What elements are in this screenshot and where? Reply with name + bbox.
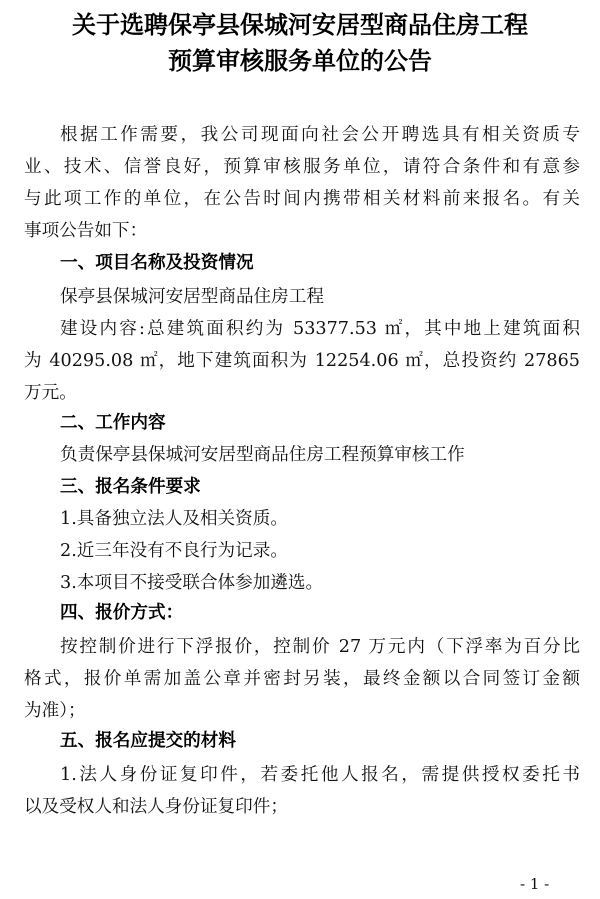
section-line: 建设内容:总建筑面积约为 53377.53 ㎡，其中地上建筑面积: [60, 319, 580, 339]
section-line: 万元。: [24, 383, 77, 403]
intro-line: 与此项工作的单位，在公告时间内携带相关材料前来报名。有关: [24, 189, 580, 209]
section-line: 以及受权人和法人身份证复印件；: [24, 797, 288, 817]
document-title-line-2: 预算审核服务单位的公告: [168, 47, 432, 75]
intro-line: 业、技术、信誉良好，预算审核服务单位，请符合条件和有意参: [24, 157, 580, 177]
section-line: 2.近三年没有不良行为记录。: [60, 541, 288, 561]
section-line: 格式，报价单需加盖公章并密封另装，最终金额以合同签订金额: [24, 669, 580, 689]
section-line: 3.本项目不接受联合体参加遴选。: [60, 573, 324, 593]
intro-line: 事项公告如下：: [24, 221, 148, 241]
section-line: 1.法人身份证复印件，若委托他人报名，需提供授权委托书: [60, 765, 580, 785]
page-number: - 1 -: [520, 875, 550, 893]
section-heading-project: 一、项目名称及投资情况: [60, 253, 254, 273]
section-line: 1.具备独立法人及相关资质。: [60, 509, 288, 529]
section-line: 负责保亭县保城河安居型商品住房工程预算审核工作: [60, 445, 465, 465]
section-line: 为 40295.08 ㎡，地下建筑面积为 12254.06 ㎡，总投资约 27865: [24, 351, 580, 371]
section-heading-work: 二、工作内容: [60, 413, 166, 433]
section-line: 按控制价进行下浮报价，控制价 27 万元内（下浮率为百分比: [60, 637, 580, 657]
section-heading-materials: 五、报名应提交的材料: [60, 731, 236, 751]
document-title-line-1: 关于选聘保亭县保城河安居型商品住房工程: [72, 11, 528, 39]
section-heading-quotation: 四、报价方式：: [60, 603, 184, 623]
section-line: 保亭县保城河安居型商品住房工程: [60, 287, 324, 307]
section-line: 为准）；: [24, 701, 86, 721]
section-heading-requirements: 三、报名条件要求: [60, 477, 201, 497]
intro-line: 根据工作需要，我公司现面向社会公开聘选具有相关资质专: [60, 125, 580, 145]
